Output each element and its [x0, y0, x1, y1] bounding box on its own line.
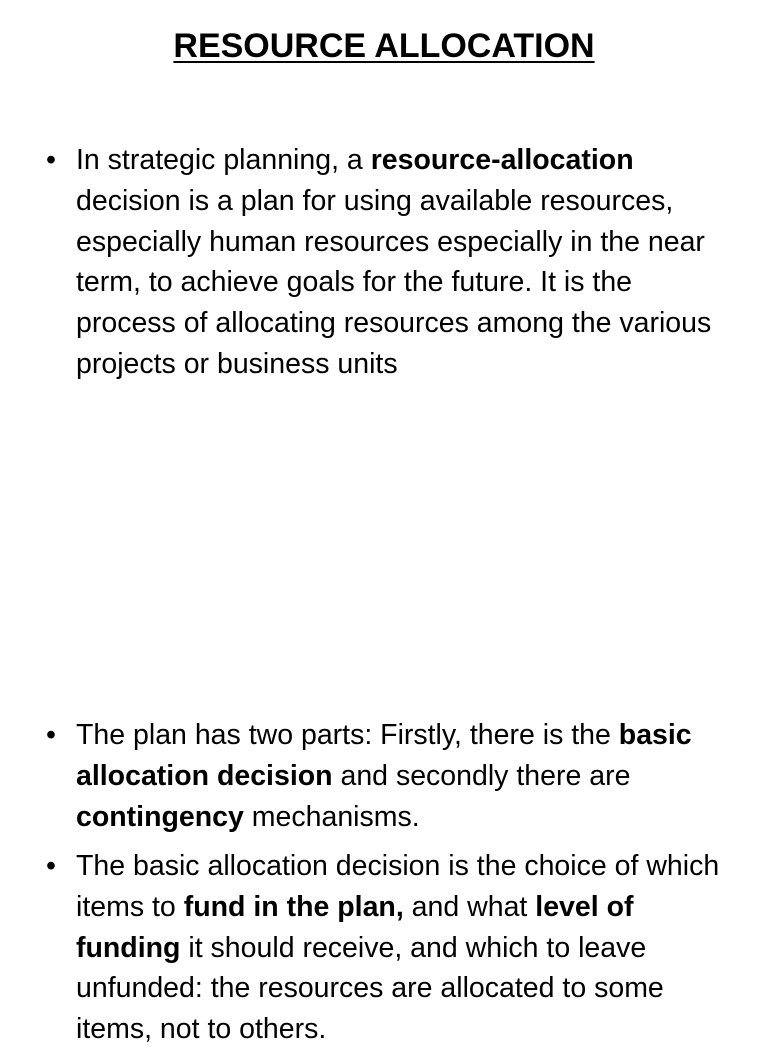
bullet-text — [76, 715, 736, 837]
bullet-segment: decision is a plan for using available resources, especially human resources especially in the near term, to achieve goals for the future. It is the process of allocating resources among the various projects or business units — [76, 184, 712, 380]
bullet-item — [46, 140, 736, 385]
bullet-segment-bold: resource-allocation — [370, 144, 634, 176]
bullet-text — [76, 140, 736, 385]
bullet-segment: In strategic planning, a — [76, 144, 371, 176]
bullet-dot-icon: • — [46, 719, 56, 751]
bullet-segment-bold: basic allocation decision — [76, 719, 692, 792]
slide-title: RESOURCE ALLOCATION — [173, 27, 595, 65]
bullet-dot-icon: • — [46, 850, 56, 882]
bullet-segment-bold: contingency — [76, 800, 244, 833]
bullet-segment: and secondly there are — [332, 759, 631, 792]
bullet-dot-icon: • — [46, 144, 56, 176]
bullet-segment: and what — [403, 890, 536, 923]
bullet-item — [46, 846, 736, 1050]
bullet-segment: mechanisms. — [243, 800, 420, 833]
bullet-segment: The plan has two parts: Firstly, there is the — [76, 719, 619, 751]
bullet-segment-bold: level of funding — [76, 890, 634, 964]
bullet-item — [46, 715, 736, 837]
bullet-segment: The basic allocation decision is the choice of which items to — [76, 850, 720, 923]
bullet-segment: it should receive, and which to leave unfunded: the resources are allocated to some items, not to others. — [76, 931, 664, 1046]
bullet-segment-bold: fund in the plan, — [183, 890, 404, 923]
bullet-text — [76, 846, 736, 1050]
